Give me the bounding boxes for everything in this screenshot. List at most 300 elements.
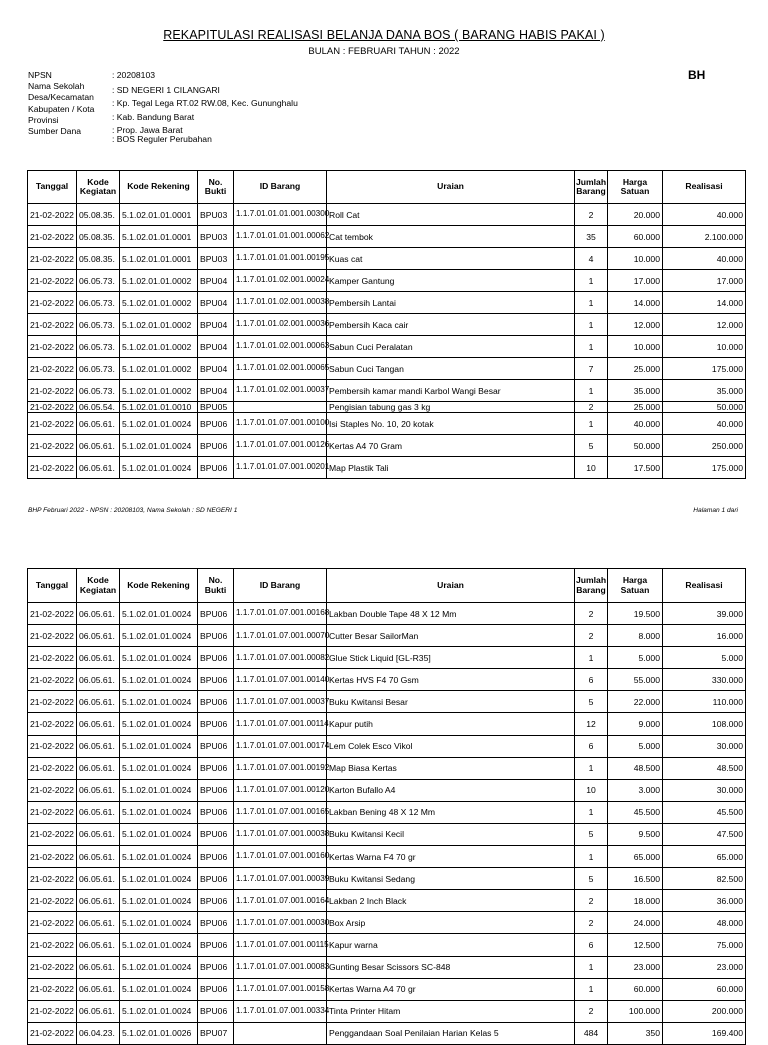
cell-item-id: 1.1.7.01.01.07.001.00037: [234, 691, 327, 713]
cell-description: Sabun Cuci Tangan: [327, 358, 575, 380]
table-row: [28, 934, 746, 956]
footer-text: BHP Februari 2022 - NPSN : 20208103, Nama Sekolah : SD NEGERI 1: [28, 507, 238, 514]
cell-date: 21-02-2022: [28, 248, 77, 270]
cell-receipt-no: BPU06: [198, 978, 234, 1000]
cell-quantity: 5: [575, 691, 608, 713]
cell-receipt-no: BPU06: [198, 1000, 234, 1022]
cell-date: 21-02-2022: [28, 413, 77, 435]
cell-date: 21-02-2022: [28, 314, 77, 336]
cell-item-id: 1.1.7.01.01.07.001.00070: [234, 625, 327, 647]
cell-realization: 5.000: [663, 647, 746, 669]
cell-activity-code: 06.05.73.: [77, 292, 120, 314]
cell-description: Buku Kwitansi Sedang: [327, 868, 575, 890]
cell-realization: 40.000: [663, 204, 746, 226]
cell-date: 21-02-2022: [28, 336, 77, 358]
cell-activity-code: 06.05.61.: [77, 669, 120, 691]
cell-description: Kapur warna: [327, 934, 575, 956]
table-row: [28, 713, 746, 735]
cell-activity-code: 06.05.73.: [77, 358, 120, 380]
cell-date: 21-02-2022: [28, 801, 77, 823]
cell-account-code: 5.1.02.01.01.0024: [120, 435, 198, 457]
column-header-date: Tanggal: [28, 569, 77, 603]
cell-activity-code: 06.05.61.: [77, 846, 120, 868]
cell-unit-price: 23.000: [608, 956, 663, 978]
cell-description: Kertas Warna A4 70 gr: [327, 978, 575, 1000]
cell-receipt-no: BPU06: [198, 757, 234, 779]
cell-receipt-no: BPU06: [198, 779, 234, 801]
cell-quantity: 6: [575, 669, 608, 691]
cell-activity-code: 06.05.61.: [77, 457, 120, 479]
cell-account-code: 5.1.02.01.01.0024: [120, 978, 198, 1000]
cell-activity-code: 06.05.61.: [77, 603, 120, 625]
cell-activity-code: 06.05.61.: [77, 890, 120, 912]
cell-item-id: 1.1.7.01.01.07.001.00082: [234, 647, 327, 669]
cell-receipt-no: BPU06: [198, 890, 234, 912]
cell-date: 21-02-2022: [28, 868, 77, 890]
cell-receipt-no: BPU06: [198, 603, 234, 625]
cell-date: 21-02-2022: [28, 625, 77, 647]
cell-unit-price: 9.000: [608, 713, 663, 735]
cell-account-code: 5.1.02.01.01.0024: [120, 691, 198, 713]
cell-description: Sabun Cuci Peralatan: [327, 336, 575, 358]
table-row: [28, 358, 746, 380]
cell-item-id: 1.1.7.01.01.07.001.00039: [234, 868, 327, 890]
table-row: [28, 457, 746, 479]
cell-realization: 50.000: [663, 402, 746, 413]
cell-account-code: 5.1.02.01.01.0002: [120, 336, 198, 358]
cell-receipt-no: BPU06: [198, 413, 234, 435]
cell-item-id: 1.1.7.01.01.02.001.00038: [234, 292, 327, 314]
cell-unit-price: 45.500: [608, 801, 663, 823]
cell-receipt-no: BPU04: [198, 380, 234, 402]
cell-account-code: 5.1.02.01.01.0002: [120, 292, 198, 314]
cell-quantity: 1: [575, 270, 608, 292]
cell-date: 21-02-2022: [28, 603, 77, 625]
cell-quantity: 6: [575, 735, 608, 757]
cell-date: 21-02-2022: [28, 956, 77, 978]
cell-date: 21-02-2022: [28, 934, 77, 956]
cell-item-id: 1.1.7.01.01.01.001.00195: [234, 248, 327, 270]
cell-description: Buku Kwitansi Besar: [327, 691, 575, 713]
cell-realization: 23.000: [663, 956, 746, 978]
label-village: Desa/Kecamatan: [28, 92, 94, 103]
cell-activity-code: 06.05.61.: [77, 713, 120, 735]
cell-item-id: 1.1.7.01.01.02.001.00065: [234, 358, 327, 380]
cell-quantity: 2: [575, 890, 608, 912]
cell-description: Lakban 2 Inch Black: [327, 890, 575, 912]
cell-unit-price: 12.500: [608, 934, 663, 956]
cell-receipt-no: BPU06: [198, 912, 234, 934]
cell-date: 21-02-2022: [28, 380, 77, 402]
cell-realization: 110.000: [663, 691, 746, 713]
cell-unit-price: 14.000: [608, 292, 663, 314]
cell-receipt-no: BPU06: [198, 868, 234, 890]
cell-quantity: 1: [575, 336, 608, 358]
cell-unit-price: 60.000: [608, 226, 663, 248]
cell-quantity: 1: [575, 292, 608, 314]
cell-activity-code: 06.05.73.: [77, 314, 120, 336]
cell-receipt-no: BPU03: [198, 204, 234, 226]
label-fund-source: Sumber Dana: [28, 125, 82, 136]
cell-receipt-no: BPU04: [198, 270, 234, 292]
cell-unit-price: 10.000: [608, 336, 663, 358]
cell-receipt-no: BPU06: [198, 669, 234, 691]
cell-description: Tinta Printer Hitam: [327, 1000, 575, 1022]
column-header-unit-price: Harga Satuan: [608, 171, 663, 204]
cell-date: 21-02-2022: [28, 669, 77, 691]
table-body: [28, 204, 746, 479]
cell-description: Pengisian tabung gas 3 kg: [327, 402, 575, 413]
cell-receipt-no: BPU05: [198, 402, 234, 413]
cell-unit-price: 40.000: [608, 413, 663, 435]
cell-quantity: 5: [575, 435, 608, 457]
cell-quantity: 1: [575, 978, 608, 1000]
label-school-name: Nama Sekolah: [28, 81, 85, 92]
cell-account-code: 5.1.02.01.01.0024: [120, 868, 198, 890]
cell-activity-code: 06.05.61.: [77, 934, 120, 956]
cell-activity-code: 06.05.73.: [77, 336, 120, 358]
cell-receipt-no: BPU06: [198, 735, 234, 757]
cell-description: Isi Staples No. 10, 20 kotak: [327, 413, 575, 435]
cell-description: Map Plastik Tali: [327, 457, 575, 479]
cell-account-code: 5.1.02.01.01.0026: [120, 1022, 198, 1044]
label-province: Provinsi: [28, 114, 59, 125]
cell-date: 21-02-2022: [28, 1000, 77, 1022]
cell-realization: 330.000: [663, 669, 746, 691]
cell-receipt-no: BPU06: [198, 647, 234, 669]
cell-account-code: 5.1.02.01.01.0024: [120, 956, 198, 978]
cell-receipt-no: BPU04: [198, 292, 234, 314]
cell-quantity: 1: [575, 413, 608, 435]
table-header: [28, 569, 746, 603]
column-header-realization: Realisasi: [663, 171, 746, 204]
value-npsn: : 20208103: [112, 70, 156, 80]
cell-account-code: 5.1.02.01.01.0010: [120, 402, 198, 413]
column-header-receipt-no: No. Bukti: [198, 171, 234, 204]
column-header-unit-price: Harga Satuan: [608, 569, 663, 603]
cell-account-code: 5.1.02.01.01.0024: [120, 890, 198, 912]
cell-activity-code: 06.05.61.: [77, 823, 120, 845]
cell-receipt-no: BPU06: [198, 801, 234, 823]
table-row: [28, 1000, 746, 1022]
cell-account-code: 5.1.02.01.01.0002: [120, 358, 198, 380]
table-row: [28, 1022, 746, 1044]
cell-quantity: 2: [575, 1000, 608, 1022]
cell-account-code: 5.1.02.01.01.0024: [120, 934, 198, 956]
cell-description: Kapur putih: [327, 713, 575, 735]
cell-unit-price: 17.500: [608, 457, 663, 479]
cell-receipt-no: BPU06: [198, 713, 234, 735]
cell-activity-code: 06.05.61.: [77, 735, 120, 757]
table-header: [28, 171, 746, 204]
cell-receipt-no: BPU06: [198, 435, 234, 457]
column-header-account-code: Kode Rekening: [120, 171, 198, 204]
cell-date: 21-02-2022: [28, 757, 77, 779]
cell-account-code: 5.1.02.01.01.0024: [120, 846, 198, 868]
cell-activity-code: 06.05.73.: [77, 380, 120, 402]
table-row: [28, 691, 746, 713]
cell-item-id: 1.1.7.01.01.07.001.00165: [234, 801, 327, 823]
cell-activity-code: 06.05.73.: [77, 270, 120, 292]
cell-quantity: 1: [575, 314, 608, 336]
column-header-activity-code: Kode Kegiatan: [77, 569, 120, 603]
cell-date: 21-02-2022: [28, 691, 77, 713]
cell-realization: 16.000: [663, 625, 746, 647]
cell-description: Pembersih Kaca cair: [327, 314, 575, 336]
table-row: [28, 336, 746, 358]
cell-unit-price: 20.000: [608, 204, 663, 226]
cell-item-id: 1.1.7.01.01.07.001.00030: [234, 912, 327, 934]
cell-item-id: 1.1.7.01.01.07.001.00114: [234, 713, 327, 735]
cell-account-code: 5.1.02.01.01.0024: [120, 912, 198, 934]
table-row: [28, 270, 746, 292]
cell-account-code: 5.1.02.01.01.0024: [120, 669, 198, 691]
cell-receipt-no: BPU04: [198, 314, 234, 336]
cell-item-id: 1.1.7.01.01.02.001.00037: [234, 380, 327, 402]
cell-unit-price: 24.000: [608, 912, 663, 934]
cell-description: Kertas A4 70 Gram: [327, 435, 575, 457]
cell-item-id: 1.1.7.01.01.07.001.00083: [234, 956, 327, 978]
column-header-item-id: ID Barang: [234, 171, 327, 204]
table-row: [28, 413, 746, 435]
cell-realization: 175.000: [663, 358, 746, 380]
table-row: [28, 603, 746, 625]
cell-date: 21-02-2022: [28, 226, 77, 248]
cell-quantity: 1: [575, 801, 608, 823]
cell-quantity: 12: [575, 713, 608, 735]
cell-realization: 47.500: [663, 823, 746, 845]
cell-description: Lakban Double Tape 48 X 12 Mm: [327, 603, 575, 625]
cell-unit-price: 17.000: [608, 270, 663, 292]
cell-unit-price: 3.000: [608, 779, 663, 801]
cell-realization: 35.000: [663, 380, 746, 402]
table-row: [28, 314, 746, 336]
cell-realization: 250.000: [663, 435, 746, 457]
table-row: [28, 669, 746, 691]
cell-quantity: 10: [575, 779, 608, 801]
cell-description: Buku Kwitansi Kecil: [327, 823, 575, 845]
cell-quantity: 5: [575, 868, 608, 890]
cell-activity-code: 06.05.61.: [77, 625, 120, 647]
table-row: [28, 647, 746, 669]
cell-receipt-no: BPU04: [198, 358, 234, 380]
cell-item-id: 1.1.7.01.01.07.001.00192: [234, 757, 327, 779]
cell-item-id: 1.1.7.01.01.07.001.00164: [234, 890, 327, 912]
cell-date: 21-02-2022: [28, 978, 77, 1000]
cell-realization: 45.500: [663, 801, 746, 823]
cell-receipt-no: BPU07: [198, 1022, 234, 1044]
cell-item-id: 1.1.7.01.01.07.001.00120: [234, 779, 327, 801]
cell-quantity: 35: [575, 226, 608, 248]
cell-unit-price: 18.000: [608, 890, 663, 912]
cell-realization: 200.000: [663, 1000, 746, 1022]
cell-activity-code: 06.05.61.: [77, 413, 120, 435]
table-row: [28, 402, 746, 413]
value-province: : Prop. Jawa Barat: [112, 124, 183, 135]
table-row: [28, 292, 746, 314]
cell-unit-price: 16.500: [608, 868, 663, 890]
cell-item-id: 1.1.7.01.01.02.001.00063: [234, 336, 327, 358]
cell-date: 21-02-2022: [28, 292, 77, 314]
cell-account-code: 5.1.02.01.01.0024: [120, 413, 198, 435]
cell-description: Cat tembok: [327, 226, 575, 248]
label-regency: Kabupaten / Kota: [28, 103, 95, 114]
cell-account-code: 5.1.02.01.01.0002: [120, 314, 198, 336]
cell-description: Pembersih Lantai: [327, 292, 575, 314]
cell-description: Glue Stick Liquid [GL-R35]: [327, 647, 575, 669]
page-title: REKAPITULASI REALISASI BELANJA DANA BOS ( BARANG HABIS PAKAI ): [163, 28, 605, 42]
cell-realization: 48.000: [663, 912, 746, 934]
cell-date: 21-02-2022: [28, 735, 77, 757]
cell-realization: 40.000: [663, 413, 746, 435]
cell-description: Cutter Besar SailorMan: [327, 625, 575, 647]
cell-account-code: 5.1.02.01.01.0024: [120, 823, 198, 845]
expense-table-page-1: [27, 170, 746, 479]
column-header-quantity: Jumlah Barang: [575, 569, 608, 603]
cell-date: 21-02-2022: [28, 457, 77, 479]
cell-unit-price: 60.000: [608, 978, 663, 1000]
cell-item-id: 1.1.7.01.01.07.001.00174: [234, 735, 327, 757]
cell-receipt-no: BPU06: [198, 823, 234, 845]
cell-activity-code: 06.05.54.: [77, 402, 120, 413]
table-row: [28, 226, 746, 248]
document-code: BH: [688, 68, 706, 82]
cell-quantity: 2: [575, 912, 608, 934]
value-village: : Kp. Tegal Lega RT.02 RW.08, Kec. Gununghalu: [112, 98, 298, 109]
cell-quantity: 10: [575, 457, 608, 479]
cell-activity-code: 06.05.61.: [77, 1000, 120, 1022]
cell-unit-price: 25.000: [608, 402, 663, 413]
table-body: [28, 603, 746, 1045]
cell-realization: 17.000: [663, 270, 746, 292]
cell-unit-price: 5.000: [608, 647, 663, 669]
cell-unit-price: 50.000: [608, 435, 663, 457]
cell-activity-code: 06.05.61.: [77, 779, 120, 801]
table-row: [28, 380, 746, 402]
table-row: [28, 435, 746, 457]
cell-account-code: 5.1.02.01.01.0024: [120, 457, 198, 479]
table-row: [28, 868, 746, 890]
cell-realization: 12.000: [663, 314, 746, 336]
label-npsn: NPSN: [28, 70, 52, 80]
table-row: [28, 912, 746, 934]
cell-date: 21-02-2022: [28, 1022, 77, 1044]
column-header-date: Tanggal: [28, 171, 77, 204]
cell-description: Roll Cat: [327, 204, 575, 226]
cell-activity-code: 05.08.35.: [77, 226, 120, 248]
cell-item-id: [234, 1022, 327, 1044]
cell-item-id: 1.1.7.01.01.07.001.00115: [234, 934, 327, 956]
value-regency: : Kab. Bandung Barat: [112, 111, 195, 122]
cell-quantity: 1: [575, 956, 608, 978]
cell-account-code: 5.1.02.01.01.0024: [120, 735, 198, 757]
cell-date: 21-02-2022: [28, 358, 77, 380]
cell-realization: 65.000: [663, 846, 746, 868]
cell-account-code: 5.1.02.01.01.0002: [120, 380, 198, 402]
column-header-account-code: Kode Rekening: [120, 569, 198, 603]
cell-quantity: 2: [575, 625, 608, 647]
cell-unit-price: 8.000: [608, 625, 663, 647]
cell-description: Box Arsip: [327, 912, 575, 934]
cell-item-id: 1.1.7.01.01.01.001.00300: [234, 204, 327, 226]
school-info-values: [112, 70, 372, 145]
cell-activity-code: 06.05.61.: [77, 801, 120, 823]
cell-realization: 30.000: [663, 735, 746, 757]
cell-activity-code: 06.05.61.: [77, 691, 120, 713]
cell-date: 21-02-2022: [28, 890, 77, 912]
cell-activity-code: 05.08.35.: [77, 204, 120, 226]
cell-unit-price: 12.000: [608, 314, 663, 336]
cell-item-id: 1.1.7.01.01.01.001.00062: [234, 226, 327, 248]
cell-activity-code: 06.05.61.: [77, 912, 120, 934]
column-header-description: Uraian: [327, 171, 575, 204]
cell-activity-code: 06.05.61.: [77, 868, 120, 890]
cell-quantity: 5: [575, 823, 608, 845]
cell-item-id: 1.1.7.01.01.07.001.00160: [234, 846, 327, 868]
cell-unit-price: 25.000: [608, 358, 663, 380]
cell-item-id: 1.1.7.01.01.07.001.00334: [234, 1000, 327, 1022]
cell-date: 21-02-2022: [28, 823, 77, 845]
cell-quantity: 1: [575, 647, 608, 669]
table-row: [28, 779, 746, 801]
cell-activity-code: 06.04.23.: [77, 1022, 120, 1044]
cell-realization: 175.000: [663, 457, 746, 479]
cell-description: Kuas cat: [327, 248, 575, 270]
cell-item-id: 1.1.7.01.01.02.001.00024: [234, 270, 327, 292]
cell-receipt-no: BPU06: [198, 457, 234, 479]
cell-quantity: 1: [575, 757, 608, 779]
cell-account-code: 5.1.02.01.01.0024: [120, 713, 198, 735]
cell-item-id: 1.1.7.01.01.07.001.00100: [234, 413, 327, 435]
table-row: [28, 801, 746, 823]
cell-description: Lakban Bening 48 X 12 Mm: [327, 801, 575, 823]
cell-item-id: 1.1.7.01.01.02.001.00036: [234, 314, 327, 336]
cell-item-id: 1.1.7.01.01.07.001.00168: [234, 603, 327, 625]
expense-table-page-2: [27, 568, 746, 1045]
cell-date: 21-02-2022: [28, 846, 77, 868]
cell-quantity: 2: [575, 402, 608, 413]
cell-activity-code: 06.05.61.: [77, 956, 120, 978]
cell-receipt-no: BPU06: [198, 625, 234, 647]
cell-description: Lem Colek Esco Vikol: [327, 735, 575, 757]
cell-realization: 82.500: [663, 868, 746, 890]
cell-item-id: 1.1.7.01.01.07.001.00126: [234, 435, 327, 457]
cell-quantity: 2: [575, 603, 608, 625]
cell-unit-price: 5.000: [608, 735, 663, 757]
column-header-quantity: Jumlah Barang: [575, 171, 608, 204]
table-row: [28, 956, 746, 978]
value-fund-source: : BOS Reguler Perubahan: [112, 133, 212, 144]
cell-realization: 36.000: [663, 890, 746, 912]
cell-item-id: 1.1.7.01.01.07.001.00038: [234, 823, 327, 845]
cell-account-code: 5.1.02.01.01.0002: [120, 270, 198, 292]
cell-realization: 39.000: [663, 603, 746, 625]
cell-account-code: 5.1.02.01.01.0024: [120, 1000, 198, 1022]
cell-activity-code: 05.08.35.: [77, 248, 120, 270]
cell-quantity: 2: [575, 204, 608, 226]
cell-realization: 10.000: [663, 336, 746, 358]
cell-unit-price: 48.500: [608, 757, 663, 779]
cell-description: Kamper Gantung: [327, 270, 575, 292]
cell-quantity: 484: [575, 1022, 608, 1044]
cell-activity-code: 06.05.61.: [77, 435, 120, 457]
cell-date: 21-02-2022: [28, 270, 77, 292]
cell-date: 21-02-2022: [28, 435, 77, 457]
column-header-item-id: ID Barang: [234, 569, 327, 603]
cell-unit-price: 22.000: [608, 691, 663, 713]
cell-description: Gunting Besar Scissors SC-848: [327, 956, 575, 978]
cell-description: Map Biasa Kertas: [327, 757, 575, 779]
